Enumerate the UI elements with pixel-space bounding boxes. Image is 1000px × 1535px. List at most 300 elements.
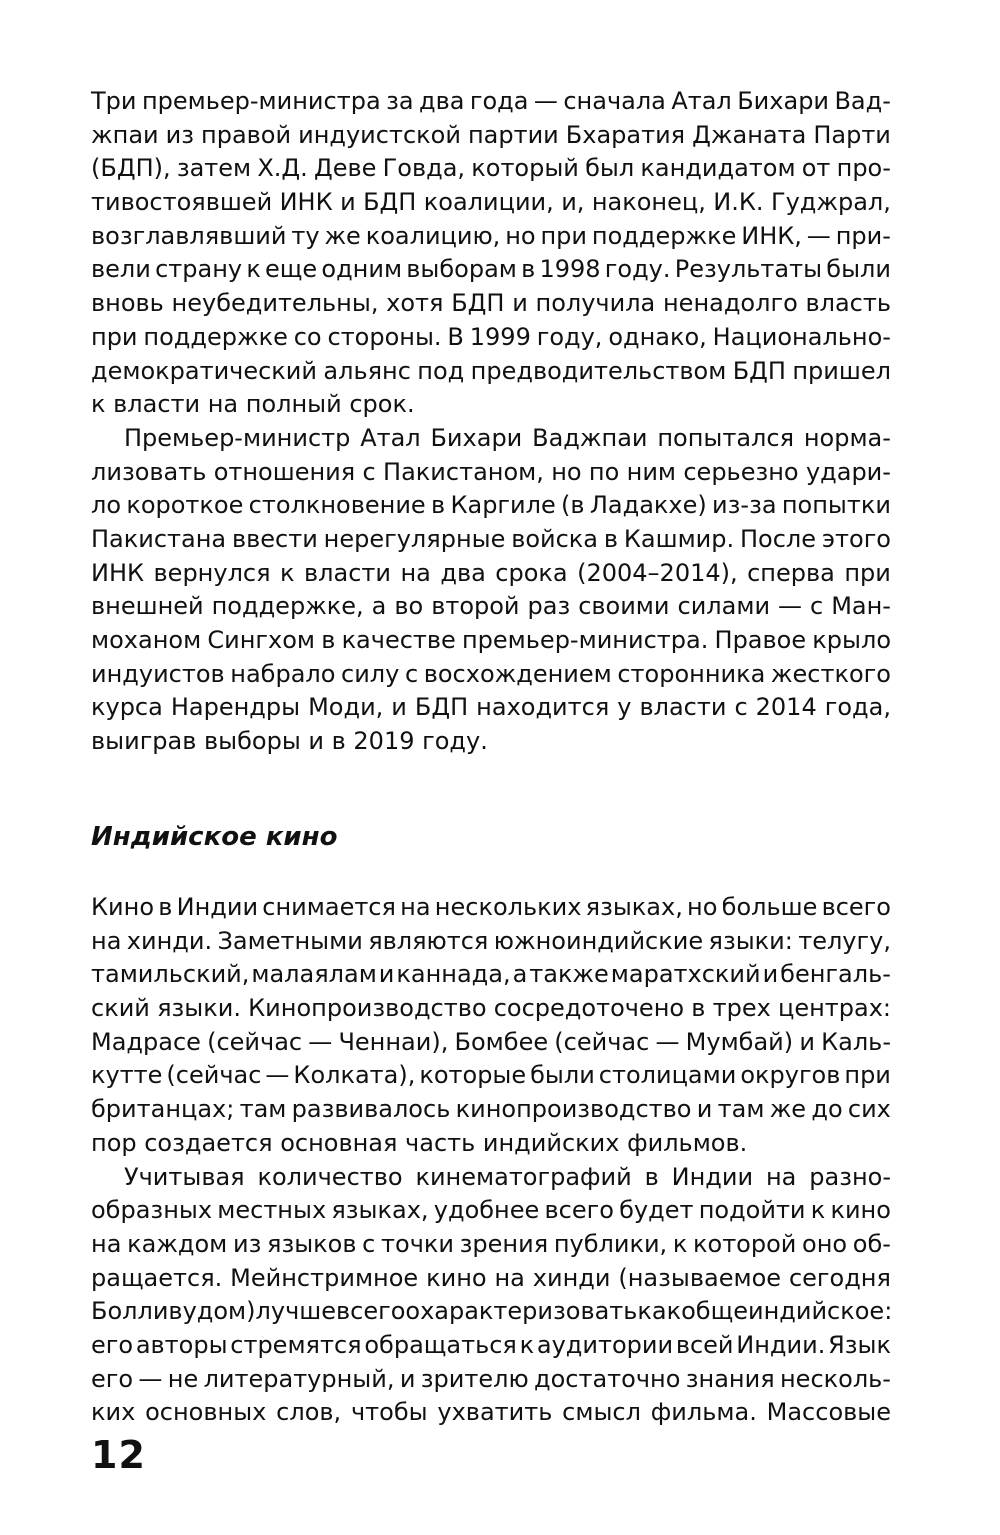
word: ло (91, 491, 122, 520)
word: силами (677, 592, 771, 621)
word: наконец, (591, 188, 706, 217)
word: не (167, 1364, 199, 1393)
word: вновь (91, 289, 164, 318)
word: ский (91, 994, 150, 1023)
word: точки (381, 1229, 454, 1258)
word: И.К. (713, 188, 764, 217)
word: восхождением (423, 659, 612, 688)
word: года, (824, 693, 891, 722)
word: кино (426, 1263, 487, 1292)
paragraph-cinema-languages (91, 891, 891, 1161)
word: крыло (812, 626, 891, 654)
word: кино (830, 1196, 891, 1225)
text-line (91, 658, 891, 692)
word: южноиндийские (493, 926, 704, 955)
word: (в (561, 491, 585, 520)
word: под (417, 356, 465, 385)
word: силу (341, 659, 400, 688)
text-line (91, 489, 891, 523)
text-line (91, 992, 891, 1026)
word: срока (495, 558, 568, 587)
word: слов, (276, 1398, 342, 1427)
word: ращается. (91, 1263, 223, 1292)
word: Премьер-министр (124, 423, 351, 452)
word: ним (626, 457, 677, 486)
word: жпаи (91, 120, 159, 149)
word: был (585, 154, 635, 183)
word: из (232, 1229, 262, 1258)
word: Деве (314, 154, 377, 183)
word: Правое (714, 626, 807, 654)
word: ИНК (91, 558, 145, 587)
word: в (603, 524, 619, 553)
word: Национально- (712, 322, 891, 351)
word: зрителю (420, 1364, 529, 1393)
word: всего (335, 1297, 406, 1326)
word: при (540, 221, 587, 250)
word: с (362, 457, 376, 486)
word: — (806, 221, 831, 250)
word: публики, (553, 1229, 668, 1258)
word: Кино (91, 893, 155, 921)
word: каннада, (396, 960, 511, 989)
word: Ваджпаи (532, 423, 648, 452)
word: хинди. (126, 926, 213, 955)
word: находится (476, 693, 610, 722)
word: страну (155, 255, 243, 284)
word: демократический (91, 356, 317, 385)
text-line (91, 1127, 891, 1161)
word: на (91, 1229, 122, 1258)
word: на (400, 558, 431, 587)
word: два (440, 558, 486, 587)
word: однако, (608, 322, 707, 351)
word: охарактеризовать (405, 1297, 638, 1326)
text-line (91, 85, 891, 119)
word: языки: (708, 926, 793, 955)
word: его (91, 1364, 134, 1393)
word: а (512, 960, 528, 989)
word: будет (619, 1196, 694, 1225)
word: там (239, 1095, 287, 1124)
word: внешней (91, 592, 204, 621)
word: кинематографий (415, 1162, 632, 1191)
word: Каль- (821, 1027, 891, 1056)
word: Нарендры (170, 693, 301, 722)
word: (2004–2014), (577, 558, 738, 587)
word: и (512, 289, 528, 318)
word: британцах; (91, 1095, 235, 1124)
word: при (91, 322, 138, 351)
word: до (811, 1095, 843, 1124)
word: на (494, 1263, 525, 1292)
word: округов (740, 1061, 841, 1090)
word: качестве (341, 626, 456, 654)
word: каждом (127, 1229, 228, 1258)
word: альянс (323, 356, 411, 385)
word: и (378, 960, 395, 989)
word: моханом (91, 626, 202, 654)
word: Джаната (692, 120, 807, 149)
word: были (826, 255, 891, 284)
word: его (91, 1330, 134, 1359)
word: индуистской (298, 120, 461, 149)
word: Говда, (382, 154, 466, 183)
word: ИНК, (741, 221, 802, 250)
word: развивалось (291, 1095, 451, 1124)
word: во (394, 592, 424, 621)
word: сосредоточено (493, 994, 685, 1023)
word: малаялам (251, 960, 377, 989)
word: столицами (598, 1061, 737, 1090)
word: БДП (451, 289, 505, 318)
word: Колката), (293, 1061, 416, 1090)
word: снимается (262, 893, 396, 921)
paragraph-governments (91, 85, 891, 422)
word: стороны. (327, 322, 442, 351)
text-line (91, 925, 891, 959)
word: были (530, 1061, 595, 1090)
word: году, (536, 322, 603, 351)
word: Мадрасе (91, 1027, 201, 1056)
word: вели (91, 255, 151, 284)
word: также (529, 960, 609, 989)
word: хотя (386, 289, 444, 318)
word: и (399, 1364, 416, 1393)
word: ту (291, 221, 320, 250)
word: образных (91, 1196, 213, 1225)
text-line-content: выиграв выборы и в 2019 году. (91, 727, 488, 756)
text-line (91, 1363, 891, 1397)
word: при (844, 558, 891, 587)
word: Мейнстримное (230, 1263, 419, 1292)
word: Моди, (308, 693, 384, 722)
word: на (765, 1162, 797, 1191)
word: 2014 (755, 693, 817, 722)
word: попытки (781, 491, 891, 520)
text-line (91, 725, 891, 759)
word: с (362, 1229, 376, 1258)
word: при- (835, 221, 891, 250)
word: Бихари (737, 87, 830, 115)
word: с (404, 659, 419, 688)
word: ИНК (279, 188, 333, 217)
word: Ладакхе) (589, 491, 707, 520)
word: жесткого (770, 659, 891, 688)
word: Гуджрал, (770, 188, 891, 217)
word: стремятся (230, 1330, 362, 1359)
word: маратхский (610, 960, 761, 989)
text-line-content: к власти на полный срок. (91, 390, 415, 419)
word: центрах: (777, 994, 891, 1023)
text-line (91, 253, 891, 287)
text-line (91, 119, 891, 153)
text-line (91, 557, 891, 591)
word: попытался (657, 423, 795, 452)
word: ненадолго (662, 289, 798, 318)
word: затем (176, 154, 252, 183)
word: сих (847, 1095, 891, 1124)
paragraph-bollywood (91, 1161, 891, 1431)
word: которой (693, 1229, 797, 1258)
word: на (91, 926, 122, 955)
word: языков (267, 1229, 357, 1258)
word: — (308, 1027, 333, 1056)
text-line (91, 523, 891, 557)
word: коалицию, (365, 221, 501, 250)
word: в (321, 626, 336, 654)
word: нерегулярные (323, 524, 506, 553)
word: выборам (406, 255, 517, 284)
text-line-content: пор создается основная часть индийских фильмов. (91, 1128, 748, 1157)
word: всего (821, 893, 891, 921)
section-cinema (91, 891, 891, 1430)
word: Кашмир. (623, 524, 735, 553)
word: языках, (331, 1196, 429, 1225)
word: Индии (176, 893, 259, 921)
word: Болливудом) (91, 1297, 256, 1326)
text-line (91, 1059, 891, 1093)
word: норма- (803, 423, 891, 452)
text-line (91, 958, 891, 992)
word: — (265, 1061, 290, 1090)
word: же (324, 221, 361, 250)
word: — (655, 1027, 680, 1056)
word: но (505, 221, 536, 250)
word: Бхаратия (565, 120, 686, 149)
word: курса (91, 693, 163, 722)
text-line (91, 355, 891, 389)
word: Бихари (430, 423, 523, 452)
text-line (91, 287, 891, 321)
word: у (617, 693, 632, 722)
word: удари- (805, 457, 891, 486)
word: Язык (828, 1330, 891, 1359)
word: в (521, 255, 536, 284)
word: подойти (698, 1196, 806, 1225)
word: зрения (459, 1229, 549, 1258)
word: индуистов (91, 659, 225, 688)
word: достаточно (534, 1364, 681, 1393)
word: который (471, 154, 579, 183)
word: ухватить (437, 1398, 553, 1427)
text-line (91, 1262, 891, 1296)
word: Бомбее (454, 1027, 549, 1056)
word: БДП (732, 356, 786, 385)
section-politics (91, 85, 891, 759)
word: правой (201, 120, 292, 149)
text-line (91, 590, 891, 624)
word: фильма. (650, 1398, 757, 1427)
word: в (431, 491, 446, 520)
word: в (158, 893, 173, 921)
word: которые (419, 1061, 527, 1090)
word: 1999 (469, 322, 531, 351)
word: набрало (230, 659, 336, 688)
word: знания (685, 1364, 775, 1393)
text-line (91, 220, 891, 254)
word: Вад- (834, 87, 891, 115)
word: сперва (747, 558, 835, 587)
word: на (400, 893, 431, 921)
word: неубедительны, (171, 289, 379, 318)
word: количество (257, 1162, 403, 1191)
word: тамильский, (91, 960, 250, 989)
word: короткое (126, 491, 244, 520)
word: авторы (135, 1330, 228, 1359)
word: власть (805, 289, 891, 318)
word: аудитории (536, 1330, 674, 1359)
word: вернулся (153, 558, 271, 587)
word: Мумбай) (685, 1027, 794, 1056)
word: войска (511, 524, 599, 553)
word: а (371, 592, 387, 621)
word: — (533, 87, 558, 115)
text-line (91, 1161, 891, 1195)
word: обращаться (364, 1330, 517, 1359)
word: Сингхом (207, 626, 316, 654)
word: основных (145, 1398, 267, 1427)
text-line (91, 691, 891, 725)
word: возглавлявший (91, 221, 287, 250)
word: больше (721, 893, 818, 921)
word: с (734, 693, 748, 722)
text-line (91, 1329, 891, 1363)
text-line (91, 321, 891, 355)
word: (сейчас (207, 1027, 303, 1056)
word: к (246, 255, 261, 284)
word: в (644, 1162, 659, 1191)
word: Индии (671, 1162, 754, 1191)
word: ких (91, 1398, 136, 1427)
word: телугу, (798, 926, 891, 955)
word: Каргиле (450, 491, 556, 520)
word: чтобы (350, 1398, 428, 1427)
word: еще (265, 255, 318, 284)
word: этого (821, 524, 891, 553)
word: хинди (532, 1263, 611, 1292)
word: языках, (585, 893, 683, 921)
word: к (519, 1330, 535, 1359)
word: и, (561, 188, 585, 217)
word: раз (527, 592, 571, 621)
word: языки. (157, 994, 241, 1023)
word: и (340, 188, 356, 217)
word: Заметными (217, 926, 363, 955)
word: несколь- (779, 1364, 891, 1393)
word: получила (535, 289, 656, 318)
word: В (447, 322, 464, 351)
word: Учитывая (124, 1162, 245, 1191)
word: года (469, 87, 529, 115)
word: премьер-министра (141, 87, 381, 115)
text-line (91, 1295, 891, 1329)
word: являются (368, 926, 489, 955)
text-line (91, 624, 891, 658)
word: 1998 (539, 255, 601, 284)
text-line (91, 1026, 891, 1060)
page-number: 12 (91, 1433, 146, 1477)
text-line (91, 152, 891, 186)
word: Пакистаном, (383, 457, 544, 486)
word: с (810, 592, 824, 621)
word: но (687, 893, 718, 921)
text-line (91, 1396, 891, 1430)
word: БДП (363, 188, 417, 217)
word: (называемое (618, 1263, 782, 1292)
word: оно (802, 1229, 848, 1258)
word: при (844, 1061, 891, 1090)
word: общеиндийское: (681, 1297, 893, 1326)
word: к (810, 1196, 826, 1225)
word: второй (431, 592, 520, 621)
word: два (419, 87, 465, 115)
word: власти (304, 558, 391, 587)
word: Результаты (674, 255, 823, 284)
word: — (778, 592, 803, 621)
word: но (551, 457, 582, 486)
text-line (91, 422, 891, 456)
word: сторонника (617, 659, 766, 688)
word: кутте (91, 1061, 163, 1090)
word: партии (467, 120, 559, 149)
word: Кинопроизводство (248, 994, 487, 1023)
word: за (386, 87, 414, 115)
word: БДП (414, 693, 469, 722)
word: к (672, 1229, 688, 1258)
word: разно- (809, 1162, 891, 1191)
word: там (717, 1095, 765, 1124)
word: тивостоявшей (91, 188, 273, 217)
word: и (391, 693, 407, 722)
word: лизовать (91, 457, 207, 486)
word: Атал (360, 423, 421, 452)
word: поддержке, (211, 592, 364, 621)
word: нескольких (434, 893, 582, 921)
word: всего (544, 1196, 614, 1225)
word: пришел (792, 356, 891, 385)
word: в (691, 994, 706, 1023)
section-heading: Индийское кино (91, 822, 338, 852)
word: смысл (562, 1398, 641, 1427)
word: Три (91, 87, 137, 115)
word: году. (604, 255, 671, 284)
word: от (801, 154, 831, 183)
text-line (91, 1093, 891, 1127)
word: из-за (712, 491, 777, 520)
text-line (91, 456, 891, 490)
word: лучше (255, 1297, 336, 1326)
word: же (769, 1095, 807, 1124)
word: коалиции, (423, 188, 554, 217)
word: премьер-министра. (461, 626, 709, 654)
word: одним (321, 255, 403, 284)
word: удобнее (433, 1196, 540, 1225)
word: сегодня (788, 1263, 891, 1292)
word: (сейчас (554, 1027, 650, 1056)
word: столкновение (248, 491, 426, 520)
word: — (138, 1364, 163, 1393)
word: и (762, 960, 779, 989)
word: Массовые (766, 1398, 891, 1427)
text-line (91, 1194, 891, 1228)
word: власти (639, 693, 727, 722)
word: Ченнаи), (338, 1027, 449, 1056)
word: со (293, 322, 322, 351)
word: всей (675, 1330, 734, 1359)
word: литературный, (203, 1364, 395, 1393)
text-line (91, 186, 891, 220)
